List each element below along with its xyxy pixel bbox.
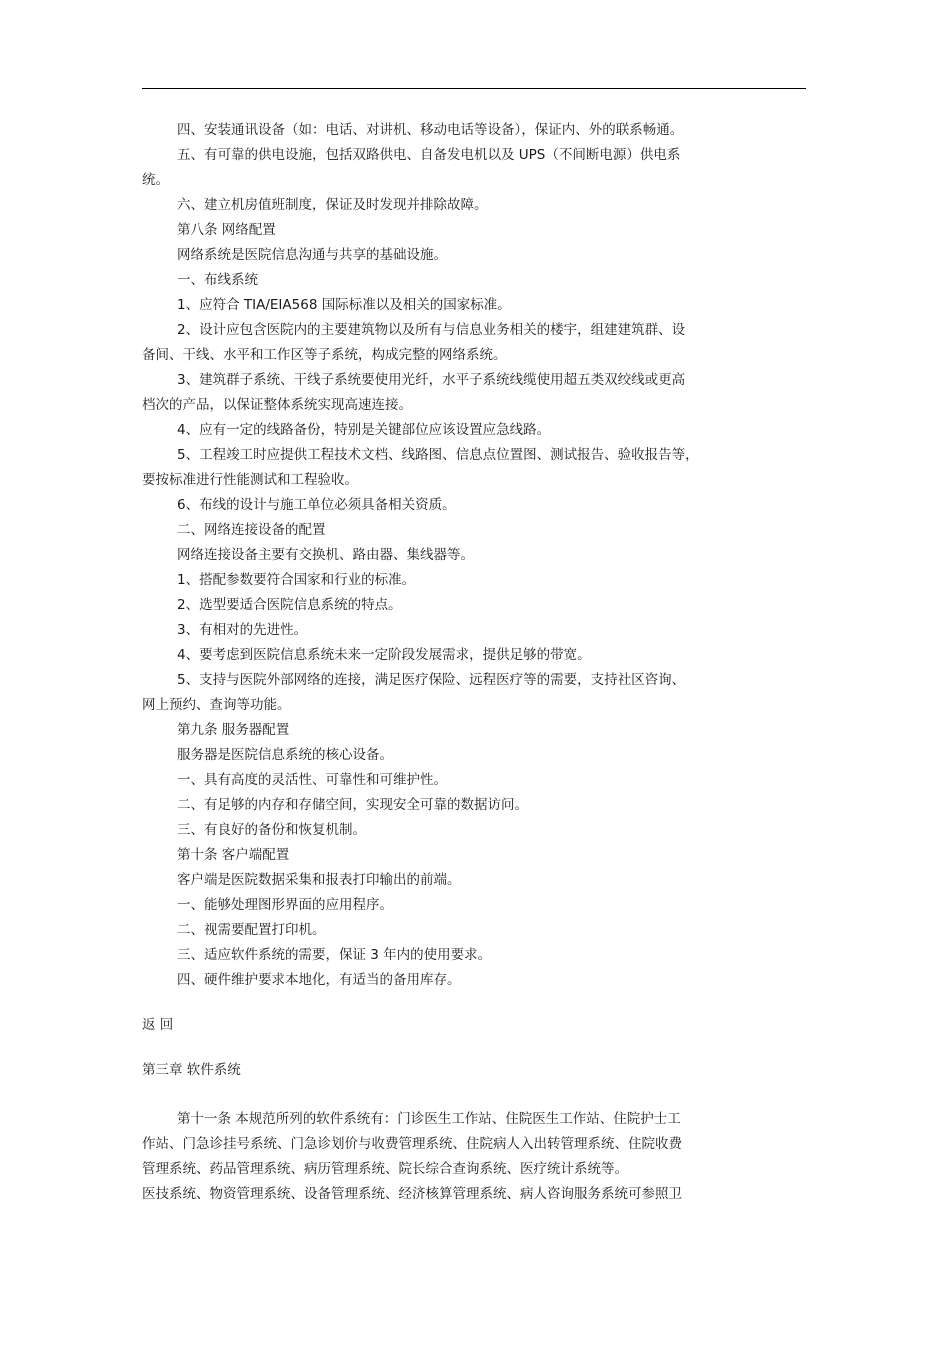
paragraph-line: 二、有足够的内存和存储空间，实现安全可靠的数据访问。 [177, 797, 528, 813]
paragraph-line: 医技系统、物资管理系统、设备管理系统、经济核算管理系统、病人咨询服务系统可参照卫 [142, 1186, 682, 1202]
chapter-title: 第三章 软件系统 [142, 1062, 241, 1078]
spacer [142, 1038, 806, 1058]
document-body [142, 118, 806, 1207]
paragraph-line: 档次的产品，以保证整体系统实现高速连接。 [142, 397, 412, 413]
section-hardware [142, 118, 806, 992]
paragraph-line: 四、硬件维护要求本地化，有适当的备用库存。 [177, 972, 461, 988]
paragraph-line: 第九条 服务器配置 [177, 722, 290, 738]
paragraph-line: 四、安装通讯设备（如：电话、对讲机、移动电话等设备），保证内、外的联系畅通。 [177, 122, 684, 138]
paragraph-line: 4、应有一定的线路备份，特别是关键部位应该设置应急线路。 [177, 422, 551, 438]
paragraph-line: 网络连接设备主要有交换机、路由器、集线器等。 [177, 547, 474, 563]
paragraph-line: 二、网络连接设备的配置 [177, 522, 326, 538]
paragraph-line: 一、布线系统 [177, 272, 258, 288]
paragraph-line: 5、工程竣工时应提供工程技术文档、线路图、信息点位置图、测试报告、验收报告等， [177, 447, 699, 463]
paragraph-line: 1、应符合 TIA/EIA568 国际标准以及相关的国家标准。 [177, 297, 511, 313]
paragraph-line: 1、搭配参数要符合国家和行业的标准。 [177, 572, 416, 588]
paragraph-line: 第十一条 本规范所列的软件系统有：门诊医生工作站、住院医生工作站、住院护士工 [177, 1111, 681, 1127]
paragraph-line: 备间、干线、水平和工作区等子系统，构成完整的网络系统。 [142, 347, 507, 363]
paragraph-line: 三、适应软件系统的需要，保证 3 年内的使用要求。 [177, 947, 492, 963]
paragraph-line: 网络系统是医院信息沟通与共享的基础设施。 [177, 247, 447, 263]
back-link-text[interactable]: 返 回 [142, 1017, 174, 1033]
paragraph-line: 一、能够处理图形界面的应用程序。 [177, 897, 393, 913]
paragraph-line: 六、建立机房值班制度，保证及时发现并排除故障。 [177, 197, 488, 213]
spacer [142, 993, 806, 1013]
paragraph-line: 网上预约、查询等功能。 [142, 697, 291, 713]
paragraph-line: 管理系统、药品管理系统、病历管理系统、院长综合查询系统、医疗统计系统等。 [142, 1161, 628, 1177]
paragraph-line: 统。 [142, 172, 169, 188]
paragraph-line: 2、选型要适合医院信息系统的特点。 [177, 597, 402, 613]
paragraph-line: 第八条 网络配置 [177, 222, 276, 238]
spacer [142, 1083, 806, 1107]
section-software [142, 1107, 806, 1206]
paragraph-line: 2、设计应包含医院内的主要建筑物以及所有与信息业务相关的楼宇，组建建筑群、设 [177, 322, 686, 338]
paragraph-line: 五、有可靠的供电设施，包括双路供电、自备发电机以及 UPS（不间断电源）供电系 [177, 147, 681, 163]
paragraph-line: 3、有相对的先进性。 [177, 622, 308, 638]
paragraph-line: 3、建筑群子系统、干线子系统要使用光纤，水平子系统线缆使用超五类双绞线或更高 [177, 372, 686, 388]
paragraph-line: 4、要考虑到医院信息系统未来一定阶段发展需求，提供足够的带宽。 [177, 647, 591, 663]
paragraph-line: 二、视需要配置打印机。 [177, 922, 326, 938]
paragraph-line: 6、布线的设计与施工单位必须具备相关资质。 [177, 497, 456, 513]
paragraph-line: 一、具有高度的灵活性、可靠性和可维护性。 [177, 772, 447, 788]
paragraph-line: 服务器是医院信息系统的核心设备。 [177, 747, 393, 763]
paragraph-line: 第十条 客户端配置 [177, 847, 290, 863]
paragraph-line: 作站、门急诊挂号系统、门急诊划价与收费管理系统、住院病人入出转管理系统、住院收费 [142, 1136, 682, 1152]
paragraph-line: 客户端是医院数据采集和报表打印输出的前端。 [177, 872, 461, 888]
paragraph-line: 三、有良好的备份和恢复机制。 [177, 822, 366, 838]
paragraph-line: 5、支持与医院外部网络的连接，满足医疗保险、远程医疗等的需要，支持社区咨询、 [177, 672, 686, 688]
paragraph-line: 要按标准进行性能测试和工程验收。 [142, 472, 358, 488]
back-link[interactable] [142, 1013, 806, 1037]
header-rule [142, 88, 806, 89]
